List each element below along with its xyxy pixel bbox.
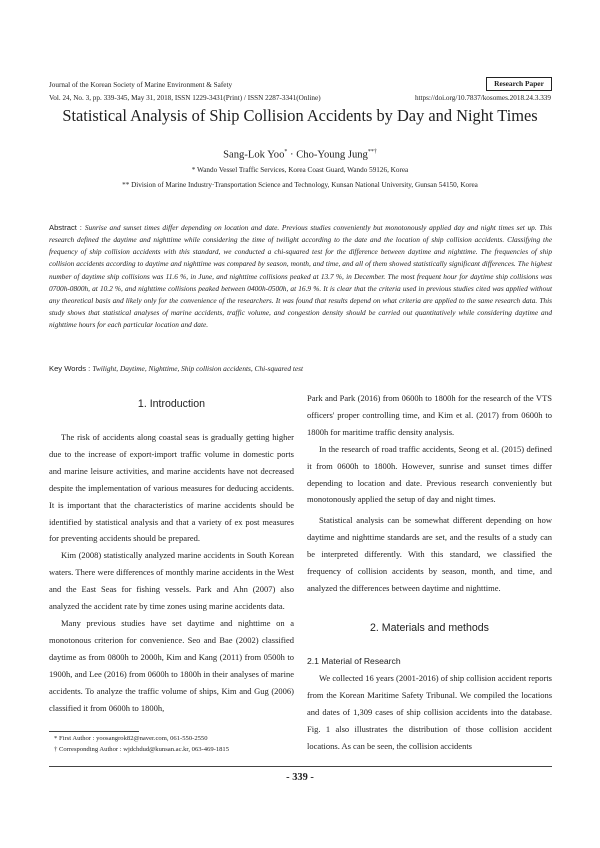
right-column-top: [307, 390, 552, 597]
paragraph: Many previous studies have set daytime and nighttime on a monotonous criterion for convenience. Seo and Bae (2002) classified daytime as from 0800h to 2000h, Kim and Kang (2011) from 0500h to 1900h, and Lee (2016) from 0600h to 1800h in their analyses of marine accidents. To analyze the traffic volume of ships, Kim and Gug (2006) classified it from 0600h to 1800h,: [49, 617, 294, 713]
paragraph: Statistical analysis can be somewhat different depending on how daytime and nighttime standards are set, and the results of a study can be interpreted differently. With this standard, we classified the frequency of collision accidents by season, month, and time, and analyzed the differences between daytime and nighttime.: [307, 515, 552, 593]
keywords-text: Twilight, Daytime, Nighttime, Ship collision accidents, Chi-squared test: [92, 364, 304, 373]
author-name: Sang-Lok Yoo: [223, 149, 285, 161]
subsection-heading: 2.1 Material of Research: [307, 656, 401, 666]
author-separator: ·: [287, 149, 297, 161]
doi-link[interactable]: https://doi.org/10.7837/kosomes.2018.24.3.339: [414, 94, 551, 102]
author-line: [0, 149, 600, 161]
author-name: Cho-Young Jung: [296, 149, 368, 161]
paragraph: In the research of road traffic accidents, Seong et al. (2015) defined it from 0600h to 1800h. However, sunrise and sunset times differ depending to location and date. Previous research conveniently but monotonously applied the setup of day and night times.: [307, 443, 552, 505]
keywords-label: Key Words :: [49, 364, 93, 373]
journal-name: Journal of the Korean Society of Marine Environment & Safety: [49, 81, 233, 89]
keywords: [49, 364, 552, 373]
footnote-divider: [49, 731, 139, 732]
abstract-label: Abstract :: [49, 223, 85, 232]
paper-title: Statistical Analysis of Ship Collision Accidents by Day and Night Times: [62, 106, 538, 125]
paragraph: The risk of accidents along coastal seas is gradually getting higher due to the increase of export-import traffic volume in domestic ports and marine leisure activities, and marine accidents have not decreased despite the implementation of various measures for deducing accidents. It is important that the characteristics of marine accidents should be identified by statistical analysis and that a variety of ex post measures for preventing accidents should be prepared.: [49, 432, 294, 544]
affiliation: * Wando Vessel Traffic Services, Korea Coast Guard, Wando 59126, Korea: [191, 166, 409, 174]
paragraph: Kim (2008) statistically analyzed marine accidents in South Korean waters. There were differences of monthly marine accidents in the West and the East Seas for fishing vessels. Park and Ahn (2007) also analyzed the accident rate by time zones using marine accidents data.: [49, 550, 294, 612]
affiliation: ** Division of Marine Industry‧Transportation Science and Technology, Kunsan National University, Gunsan 54150, Korea: [122, 181, 478, 189]
page-number: - 339 -: [286, 772, 314, 783]
section-heading-introduction: 1. Introduction: [137, 398, 206, 410]
right-column-bottom: [307, 670, 552, 755]
author-mark: **†: [367, 149, 377, 155]
paragraph: Park and Park (2016) from 0600h to 1800h for the research of the VTS officers' proper controlling time, and Kim et al. (2017) from 0600h to 1800h for maritime traffic density analysis.: [307, 393, 552, 437]
left-column: [49, 429, 294, 716]
abstract: [49, 222, 552, 331]
abstract-text: Sunrise and sunset times differ depending on location and date. Previous studies conveniently but monotonously applied day and night times set up. This research defined the daytime and nighttime while considering the time of twilight according to the date and the location of ship collision accidents. Classifying the frequency of ship collision accidents with this standard, we conducted a chi-squared test for the difference between daytime and nighttime. The frequencies of ship collision accidents according to daytime and nighttime was compared by season, month, and time, and all of them showed statistically significant differences. The highest number of daytime ship collisions was 11.6 %, in June, and nighttime collisions peaked at 13.7 %, in December. The most frequent hour for daytime ship collisions was 0700h-0800h, at 10.2 %, and nighttime collisions peaked between 0400h-0500h, at 16.9 %. It is clear that the criteria used in previous studies cited was applied without any theoretical basis and likely only for the convenience of the researchers. It was found that results depend on what criteria are applied to the same research data. This study shows that statistical analyses of marine accidents, traffic volume, and congestion density should be carried out quantitatively while considering daytime and nighttime hours for each particular location and date.: [49, 223, 553, 330]
section-heading-materials: 2. Materials and methods: [370, 622, 489, 634]
footnote: † Corresponding Author : wjdchdud@kunsan.ac.kr, 063-469-1815: [54, 746, 230, 753]
paragraph: We collected 16 years (2001-2016) of ship collision accident reports from the Korean Maritime Safety Tribunal. We compiled the locations and dates of 1,309 cases of ship collision accidents into the database. Fig. 1 also illustrates the distribution of those collision accident locations. As can be seen, the collision accidents: [307, 673, 552, 751]
paper-type-badge: Research Paper: [486, 77, 552, 91]
author-mark: *: [284, 149, 288, 155]
page-divider: [49, 766, 552, 767]
volume-info: Vol. 24, No. 3, pp. 339-345, May 31, 2018, ISSN 1229-3431(Print) / ISSN 2287-3341(Online): [49, 94, 321, 102]
footnote: * First Author : yoosangrok82@naver.com, 061-550-2550: [54, 735, 208, 742]
